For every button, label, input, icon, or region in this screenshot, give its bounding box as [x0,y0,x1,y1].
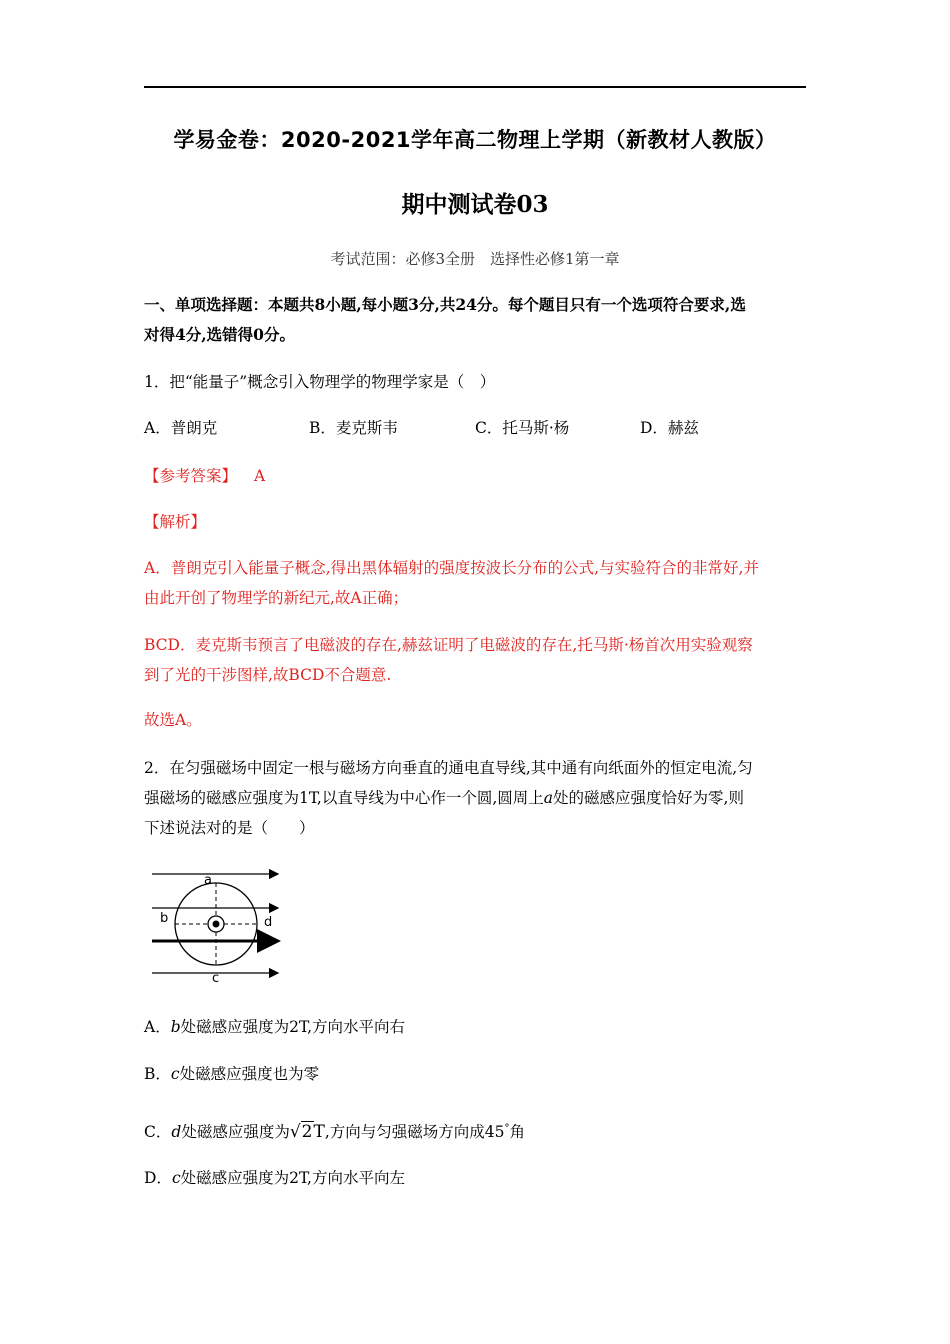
q2-option-b [144,1059,808,1089]
analysis-label: 【解析】 [144,513,207,531]
analysis-bcd-line-1: BCD．麦克斯韦预言了电磁波的存在,赫兹证明了电磁波的存在,托马斯·杨首次用实验观察 [144,636,753,654]
q2-option-c-text-post: ,方向与匀强磁场方向成45 [324,1123,505,1142]
header-rule [144,86,806,88]
q2-option-a [144,1012,808,1042]
sqrt-radicand: 2 [301,1122,313,1143]
sqrt-expression: √2T [289,1122,325,1143]
q2-stem [144,753,808,843]
q2-option-a-var: b [170,1018,181,1036]
title-line-1: 学易金卷：2020-2021学年高二物理上学期（新教材人教版） [173,128,777,152]
q2-option-c-text-pre: 处磁感应强度为 [181,1123,290,1142]
title-line-2: 期中测试卷03 [401,191,549,218]
q2-option-b-text: 处磁感应强度也为零 [179,1065,320,1083]
exam-scope: 考试范围：必修3全册 选择性必修1第一章 [330,250,620,268]
answer-value: A [253,467,266,485]
sqrt-unit: T [313,1122,325,1143]
q2-var-a: a [543,789,554,807]
wire-dot-icon [213,921,220,928]
q2-option-b-var: c [170,1065,180,1083]
q2-stem-line-3: 下述说法对的是（ ） [144,819,315,837]
q1-option-b: B．麦克斯韦 [309,419,398,437]
q2-option-c-var: d [171,1123,182,1142]
label-b: b [160,911,169,926]
q2-option-a-prefix: A． [144,1018,171,1036]
q2-stem-line-2-post: 处的磁感应强度恰好为零,则 [553,789,744,807]
label-a: a [204,873,212,888]
label-c: c [212,971,220,984]
analysis-a-line-2: 由此开创了物理学的新纪元,故A正确； [144,589,409,607]
q2-option-d-var: c [171,1169,181,1187]
q1-answer [144,461,808,491]
q1-stem: 1．把“能量子”概念引入物理学的物理学家是（ ） [144,373,496,391]
label-d: d [264,915,273,930]
q1-option-a: A．普朗克 [144,419,218,437]
degree-symbol: ° [504,1123,510,1134]
analysis-conclusion: 故选A。 [144,711,202,729]
q2-option-d-text: 处磁感应强度为2T,方向水平向左 [180,1169,405,1187]
q1-option-d: D．赫兹 [640,419,699,437]
section-heading-line-1: 一、单项选择题：本题共8小题,每小题3分,共24分。每个题目只有一个选项符合要求,选 [144,295,746,314]
q2-option-b-prefix: B． [144,1065,171,1083]
q2-option-d [144,1163,808,1193]
q2-stem-line-2 [144,783,808,813]
analysis-a [144,553,808,613]
analysis-bcd [144,630,808,690]
section-heading [144,290,808,350]
q2-option-a-text: 处磁感应强度为2T,方向水平向右 [180,1018,405,1036]
q2-stem-line-2-pre: 强磁场的磁感应强度为1T,以直导线为中心作一个圆,圆周上 [144,789,544,807]
analysis-a-line-1: A．普朗克引入能量子概念,得出黑体辐射的强度按波长分布的公式,与实验符合的非常好,并 [144,559,759,577]
q2-option-c-text-end: 角 [509,1123,526,1142]
answer-label: 【参考答案】 [144,467,238,485]
section-heading-line-2: 对得4分,选错得0分。 [144,325,295,344]
q2-option-d-prefix: D． [144,1169,172,1187]
q2-stem-line-1: 2．在匀强磁场中固定一根与磁场方向垂直的通电直导线,其中通有向纸面外的恒定电流,匀 [144,759,753,777]
magnetic-field-figure [148,866,284,984]
analysis-bcd-line-2: 到了光的干涉图样,故BCD不合题意. [144,666,392,684]
q2-option-c-prefix: C． [144,1123,172,1142]
q2-option-c [144,1114,808,1147]
q1-option-c: C．托马斯·杨 [475,419,570,437]
